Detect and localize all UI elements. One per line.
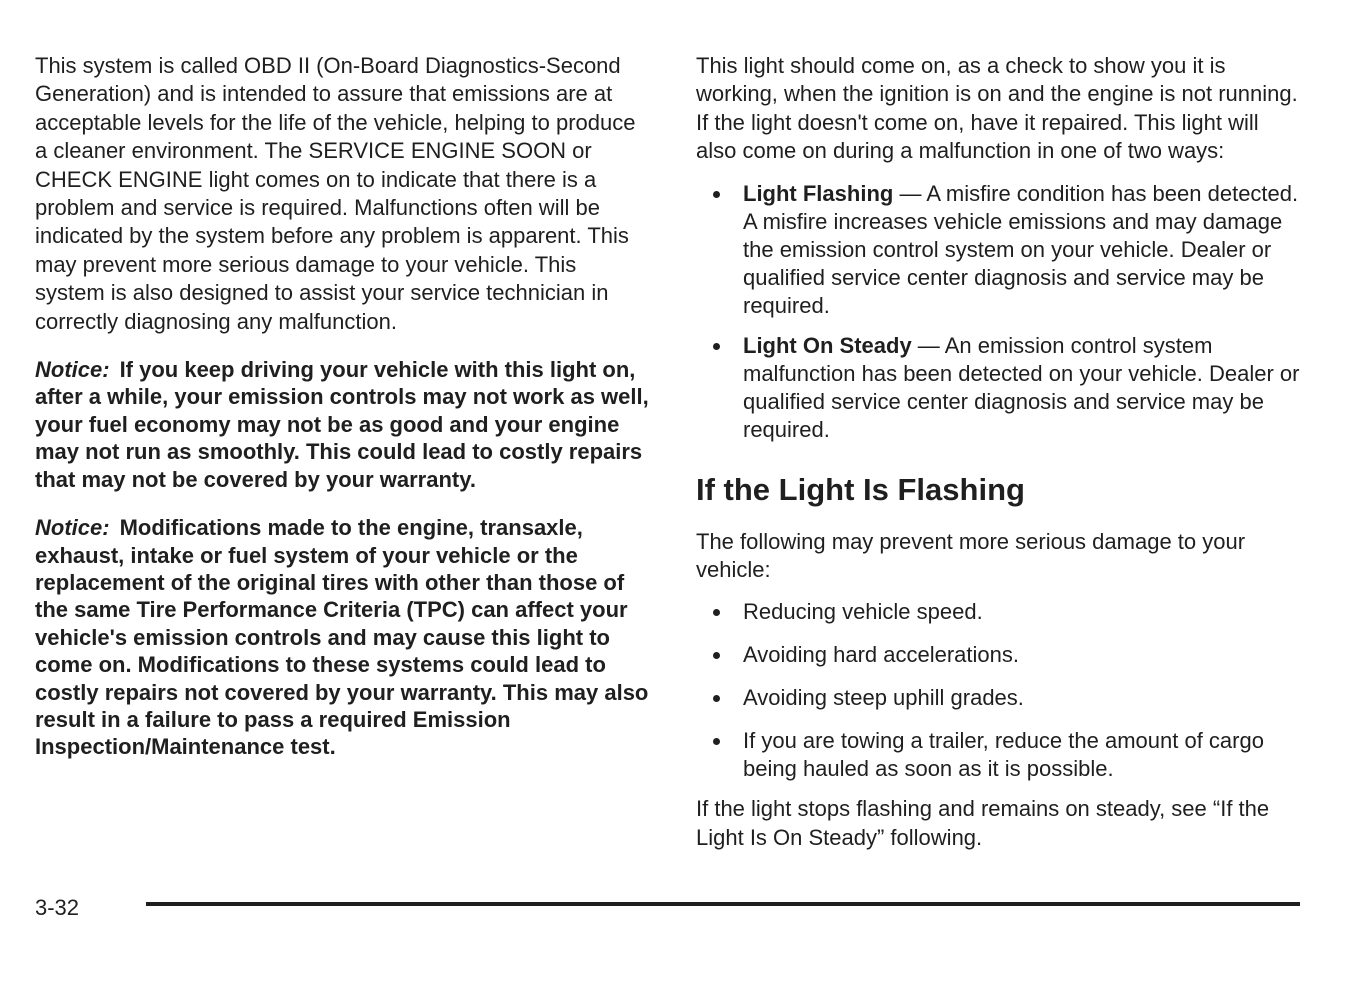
mode-term: Light Flashing [743, 180, 894, 206]
mode-term: Light On Steady [743, 332, 912, 358]
section-heading: If the Light Is Flashing [696, 471, 1025, 507]
bullet-icon [713, 652, 720, 659]
bullet-icon [713, 343, 720, 350]
tip-text: Reducing vehicle speed. [743, 599, 983, 625]
bullet-icon [713, 609, 720, 616]
notice-label: Notice: [35, 357, 110, 383]
list-item [696, 684, 1301, 712]
heading-intro-paragraph: The following may prevent more serious damage to your vehicle: [696, 528, 1246, 583]
tip-text: If you are towing a trailer, reduce the amount of cargo being hauled as soon as it is possible. [743, 728, 1264, 782]
bullet-icon [713, 695, 720, 702]
bullet-icon [713, 738, 720, 745]
bullet-icon [713, 191, 720, 198]
notice-modifications [35, 514, 650, 761]
mode-description: — A misfire condition has been detected. A misfire increases vehicle emissions and may damage the emission control system on your vehicle. Dealer or qualified service center diagnosis and service may be required. [743, 180, 1299, 318]
list-item [696, 641, 1301, 669]
notice-text: Modifications made to the engine, transaxle, exhaust, intake or fuel system of your vehicle or the replacement of the original tires with other than those of the same Tire Performance Criteria (TPC) can affect your vehicle's emission controls and may cause this light to come on. Modifications to these systems could lead to costly repairs not covered by your warranty. This may also result in a failure to pass a required Emission Inspection/Maintenance test. [35, 515, 649, 760]
page-number: 3-32 [35, 895, 80, 920]
obd-intro-paragraph: This system is called OBD II (On-Board Diagnostics-Second Generation) and is intended to assure that emissions are at acceptable levels for the life of the vehicle, helping to produce a cleaner environment. The SERVICE ENGINE SOON or CHECK ENGINE light comes on to indicate that there is a problem and service is required. Malfunctions often will be indicated by the system before any problem is apparent. This may prevent more serious damage to your vehicle. This system is also designed to assist your service technician in correctly diagnosing any malfunction. [35, 53, 636, 334]
mode-description: — An emission control system malfunction has been detected on your vehicle. Dealer or qualified service center diagnosis and service may be required. [743, 332, 1300, 442]
right-column [696, 52, 1301, 852]
notice-label: Notice: [35, 515, 110, 541]
notice-text: If you keep driving your vehicle with this light on, after a while, your emission controls may not work as well, your fuel economy may not be as good and your engine may not run as smoothly. This could lead to costly repairs that may not be covered by your warranty. [35, 357, 649, 492]
prevention-tips-list [696, 598, 1301, 783]
notice-driving-with-light-on [35, 356, 650, 493]
tip-text: Avoiding steep uphill grades. [743, 685, 1024, 711]
list-item-light-on-steady [696, 332, 1301, 444]
footer-rule [146, 902, 1300, 906]
left-column [35, 52, 650, 761]
list-item [696, 598, 1301, 626]
light-check-paragraph: This light should come on, as a check to show you it is working, when the ignition is on and the engine is not running. If the light doesn't come on, have it repaired. This light will also come on during a malfunction in one of two ways: [696, 53, 1298, 164]
list-item-light-flashing [696, 180, 1301, 320]
list-item [696, 727, 1301, 783]
closing-paragraph: If the light stops flashing and remains on steady, see “If the Light Is On Steady” following. [696, 796, 1270, 850]
tip-text: Avoiding hard accelerations. [743, 642, 1019, 668]
malfunction-modes-list [696, 180, 1301, 444]
